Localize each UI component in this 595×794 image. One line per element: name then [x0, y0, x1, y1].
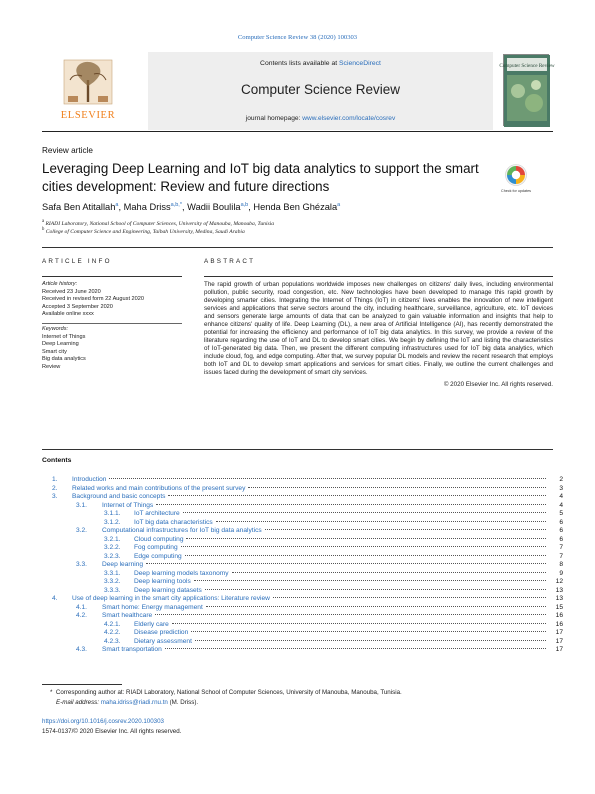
toc-leader-dots [232, 572, 546, 573]
affiliation-b-marker: b [42, 227, 45, 232]
journal-title: Computer Science Review [240, 82, 401, 97]
toc-leader-dots [156, 504, 546, 505]
toc-entry-page: 7 [559, 552, 563, 560]
footnote-rule [42, 684, 122, 685]
affiliation-a-marker: a [42, 219, 45, 224]
toc-entry-number: 4.2.3. [104, 637, 121, 645]
affiliation-b-text: College of Computer Science and Engineering, Taibah University, Medina, Saudi Arabia [45, 228, 245, 235]
toc-entry[interactable] [42, 544, 563, 553]
toc-entry[interactable] [42, 510, 563, 519]
toc-leader-dots [216, 521, 546, 522]
toc-entry-page: 2 [559, 476, 563, 483]
keyword: Big data analytics [42, 356, 86, 363]
keyword: Internet of Things [42, 333, 86, 340]
toc-entry-number: 3.3.2. [104, 578, 121, 585]
toc-entry-page: 4 [559, 501, 563, 509]
toc-entry[interactable] [42, 519, 563, 528]
email-link[interactable]: maha.idriss@riadi.rnu.tn [100, 699, 168, 706]
toc-entry[interactable] [42, 646, 563, 655]
keyword: Deep Learning [42, 341, 79, 348]
doi-link-text[interactable]: https://doi.org/10.1016/j.cosrev.2020.100303 [42, 718, 165, 725]
cover-title: Computer Science Review [499, 63, 555, 69]
section-divider [42, 449, 553, 450]
toc-entry[interactable] [42, 553, 563, 562]
toc-leader-dots [248, 487, 546, 488]
toc-entry-number: 3.2. [76, 527, 87, 534]
toc-entry[interactable] [42, 502, 563, 511]
author-affiliation-marker[interactable]: a [337, 202, 341, 208]
toc-entry-page: 13 [555, 586, 563, 594]
toc-entry-page: 3 [559, 484, 563, 492]
section-divider [42, 247, 553, 248]
author-affiliation-marker[interactable]: a,b,* [170, 202, 182, 208]
abstract-panel [204, 276, 553, 388]
toc-entry-title[interactable]: Use of deep learning in the smart city applications: Literature review [72, 595, 270, 602]
journal-reference[interactable]: Computer Science Review 38 (2020) 100303 [237, 34, 358, 41]
toc-entry-title[interactable]: Computational infrastructures for IoT big data analytics [102, 527, 262, 534]
abstract-copyright: © 2020 Elsevier Inc. All rights reserved. [443, 381, 553, 388]
history-online: Available online xxxx [42, 311, 94, 318]
toc-leader-dots [165, 648, 546, 649]
homepage-prefix: journal homepage: [245, 115, 303, 122]
toc-entry-title[interactable]: Introduction [72, 476, 107, 483]
toc-entry-page: 7 [559, 544, 563, 551]
history-accepted: Accepted 3 September 2020 [42, 303, 113, 310]
toc-entry-title[interactable]: Deep learning models taxonomy [134, 569, 229, 577]
toc-entry-title[interactable]: Cloud computing [134, 535, 184, 543]
toc-entry-number: 3.3. [76, 561, 87, 568]
check-for-updates-badge[interactable] [500, 162, 532, 200]
toc-entry[interactable] [42, 485, 563, 494]
check-for-updates-label: Check for updates [501, 189, 531, 193]
toc-entry-title[interactable]: Internet of Things [102, 501, 154, 509]
toc-entry-title[interactable]: Smart healthcare [102, 612, 153, 619]
toc-entry-page: 16 [555, 620, 563, 628]
footnote-marker: * [50, 689, 53, 696]
article-title: Leveraging Deep Learning and IoT big data analytics to support the smart cities development: Review and future directions [42, 161, 479, 194]
toc-entry-page: 17 [555, 629, 563, 636]
footnote-corresponding: Corresponding author at: RIADI Laboratory, National School of Computer Sciences, University of Manouba, Manouba, Tunisia. [55, 689, 402, 696]
toc-entry-number: 1. [52, 476, 58, 483]
author-list: Safa Ben Atitallah$^a$, Maha Driss$^{a,b,*}$, Wadii Boulila$^{a,b}$, Henda Ben Ghézala$^a$ [42, 202, 341, 213]
toc-entry-page: 9 [559, 569, 563, 577]
toc-entry[interactable] [42, 629, 563, 638]
journal-cover-image [499, 54, 555, 126]
toc-entry-title[interactable]: Dietary assessment [134, 637, 192, 645]
contents-prefix: Contents lists available at [260, 60, 340, 67]
toc-entry-page: 17 [555, 646, 563, 653]
toc-entry[interactable] [42, 527, 563, 536]
toc-entry[interactable] [42, 476, 563, 485]
toc-entry-number: 3.1. [76, 501, 87, 509]
keyword: Smart city [42, 348, 67, 355]
author-affiliation-marker[interactable]: a [115, 202, 119, 208]
toc-entry-title[interactable]: Smart transportation [102, 646, 162, 653]
issn-line: 1574-0137/© 2020 Elsevier Inc. All rights reserved. [42, 728, 182, 735]
article-type: Review article [42, 146, 93, 155]
toc-entry-number: 3.1.2. [104, 518, 121, 526]
toc-leader-dots [109, 478, 546, 479]
toc-entry-title[interactable]: Smart home: Energy management [102, 603, 203, 611]
toc-entry[interactable] [42, 612, 563, 621]
abstract-text: The rapid growth of urban populations worldwide imposes new challenges on citizens' daily lives, including environmental pollution, public security, road congestion, etc. New technologies have been developed to manage this rapid growth by developing smarter cities. Integrating the Internet of Things (IoT) in citizens' lives enables the innovation of new intelligent services and applications that serve sectors around the city, including healthcare, surveillance, agriculture, etc. IoT devices and sensors generate large amounts of data that can be analyzed to gain valuable information and insights that help to enhance citizens' quality of life. Deep Learning (DL), a new area of Artificial Intelligence (AI), has recently demonstrated the potential for increasing the efficiency and performance of IoT big data analytics. In this survey, we provide a review of the literature regarding the use of IoT and DL to develop smart cities. We begin by defining the IoT and listing the characteristics of IoT-generated big data. Then, we present the different computing infrastructures used for IoT big data analytics, which include cloud, fog, and edge computing. After that, we survey popular DL models and review the recent research that employs both IoT and DL to develop smart applications and services for smart cities. Finally, we outline the current challenges and issues faced during the development of smart city services. [204, 281, 553, 376]
toc-entry[interactable] [42, 621, 563, 630]
toc-entry-page: 6 [559, 527, 563, 534]
doi-link[interactable] [42, 718, 164, 725]
toc-leader-dots [191, 631, 546, 632]
keyword: Review [42, 363, 61, 370]
toc-entry-number: 4. [52, 595, 58, 602]
history-revised: Received in revised form 22 August 2020 [42, 296, 144, 303]
author-name[interactable]: Wadii Boulila [187, 202, 241, 213]
toc-entry[interactable] [42, 570, 563, 579]
author-name[interactable]: Maha Driss [123, 202, 171, 213]
contents-available-line [148, 60, 493, 67]
toc-entry-number: 4.3. [76, 646, 87, 653]
history-label: Article history: [42, 281, 78, 287]
toc-entry-number: 4.1. [76, 603, 87, 611]
toc-entry[interactable] [42, 493, 563, 502]
toc-entry[interactable] [42, 561, 563, 570]
toc-entry-number: 4.2.1. [104, 620, 121, 628]
sciencedirect-link[interactable]: ScienceDirect [339, 60, 381, 67]
article-info-heading: ARTICLE INFO [42, 258, 112, 265]
email-suffix: (M. Driss). [169, 699, 199, 706]
toc-entry-page: 15 [555, 603, 563, 611]
toc-entry-page: 17 [555, 637, 563, 645]
toc-leader-dots [155, 614, 546, 615]
corresponding-author-note [50, 689, 402, 696]
toc-entry-title[interactable]: Elderly care [134, 620, 169, 628]
email-note [56, 699, 198, 706]
toc-entry[interactable] [42, 604, 563, 613]
toc-entry-title[interactable]: IoT architecture [134, 510, 180, 517]
toc-entry[interactable] [42, 578, 563, 587]
article-info-panel [42, 276, 182, 372]
toc-entry-title[interactable]: Fog computing [134, 544, 178, 551]
toc-entry-page: 5 [559, 510, 563, 517]
toc-entry-number: 3.2.1. [104, 535, 121, 543]
toc-entry-number: 3.2.2. [104, 544, 121, 551]
toc-entry-page: 12 [555, 578, 563, 585]
contents-heading: Contents [42, 457, 72, 464]
email-label: E-mail address: [56, 699, 99, 706]
toc-leader-dots [194, 580, 546, 581]
abstract-heading: ABSTRACT [204, 258, 256, 265]
toc-entry-page: 16 [555, 612, 563, 619]
author-name[interactable]: Safa Ben Atitallah [42, 202, 116, 213]
toc-entry-title[interactable]: Related works and main contributions of the present survey [72, 484, 246, 492]
toc-entry[interactable] [42, 638, 563, 647]
toc-leader-dots [205, 589, 546, 590]
toc-entry-title[interactable]: Deep learning datasets [134, 586, 202, 594]
toc-leader-dots [186, 538, 546, 539]
history-received: Received 23 June 2020 [42, 288, 101, 295]
toc-entry-number: 3. [52, 493, 58, 500]
toc-entry-number: 3.1.1. [104, 510, 121, 517]
toc-entry-page: 4 [559, 493, 563, 500]
toc-entry-page: 6 [559, 535, 563, 543]
toc-leader-dots [273, 597, 546, 598]
toc-entry-page: 13 [555, 595, 563, 602]
toc-entry-title[interactable]: Edge computing [134, 552, 182, 560]
toc-leader-dots [168, 495, 546, 496]
toc-entry[interactable] [42, 595, 563, 604]
toc-entry-number: 4.2. [76, 612, 87, 619]
elsevier-wordmark: ELSEVIER [60, 110, 116, 121]
toc-leader-dots [146, 563, 546, 564]
table-of-contents [42, 476, 563, 655]
toc-entry-title[interactable]: IoT big data characteristics [134, 518, 213, 526]
toc-entry-number: 3.2.3. [104, 552, 121, 560]
affiliation-a-text: RIADI Laboratory, National School of Computer Sciences, University of Manouba, Manouba, Tunisia [45, 220, 275, 227]
toc-entry-number: 4.2.2. [104, 629, 121, 636]
toc-entry-number: 2. [52, 484, 58, 492]
toc-entry-title[interactable]: Disease prediction [134, 629, 189, 636]
toc-leader-dots [206, 606, 546, 607]
toc-entry[interactable] [42, 536, 563, 545]
toc-entry-title[interactable]: Deep learning tools [134, 578, 191, 585]
author-affiliation-marker[interactable]: a,b [240, 202, 249, 208]
toc-leader-dots [172, 623, 546, 624]
journal-homepage-link[interactable]: www.elsevier.com/locate/cosrev [302, 115, 396, 122]
toc-leader-dots [181, 546, 546, 547]
toc-leader-dots [195, 640, 546, 641]
toc-entry-number: 3.3.1. [104, 569, 121, 577]
toc-entry-title[interactable]: Deep learning [102, 561, 144, 568]
toc-entry-title[interactable]: Background and basic concepts [72, 493, 166, 500]
affiliation-b [42, 227, 245, 235]
toc-entry-number: 3.3.3. [104, 586, 121, 594]
keywords-label: Keywords: [42, 325, 69, 332]
toc-leader-dots [185, 555, 546, 556]
elsevier-logo [42, 56, 134, 126]
toc-entry-page: 6 [559, 518, 563, 526]
toc-entry-page: 8 [559, 561, 563, 568]
journal-homepage-line [148, 115, 493, 122]
author-name[interactable]: Henda Ben Ghézala [253, 202, 338, 213]
affiliation-a [42, 219, 274, 227]
toc-leader-dots [183, 512, 546, 513]
toc-entry[interactable] [42, 587, 563, 596]
toc-leader-dots [265, 529, 546, 530]
